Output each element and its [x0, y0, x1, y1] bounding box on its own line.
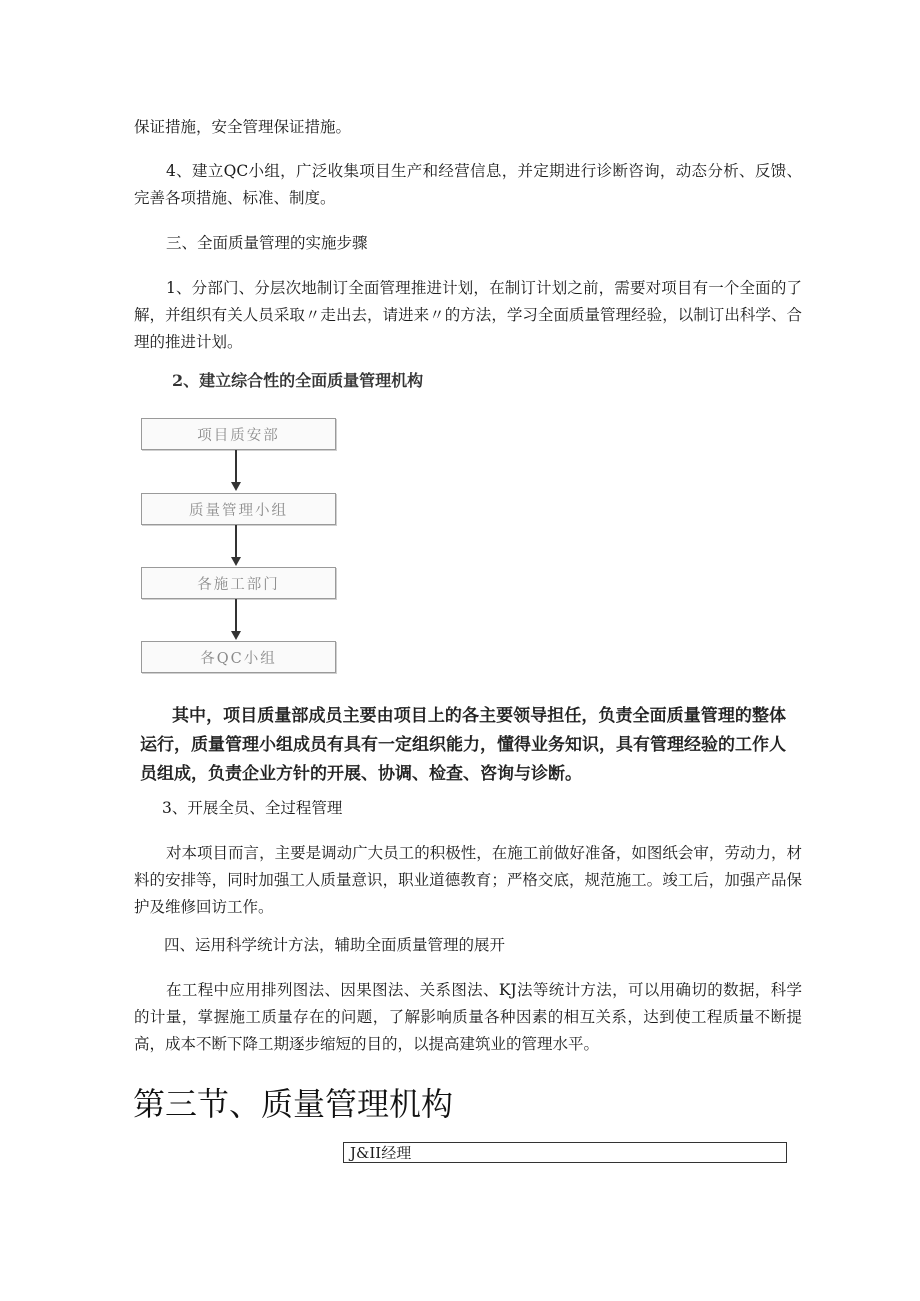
- paragraph-qc-group: 4、建立QC小组，广泛收集项目生产和经营信息，并定期进行诊断咨询，动态分析、反馈、完善各项措施、标准、制度。: [134, 162, 802, 207]
- heading-statistics: 四、运用科学统计方法，辅助全面质量管理的展开: [164, 936, 506, 954]
- flow-box-construction-depts: 各施工部门: [141, 567, 336, 599]
- flow-box-quality-dept: 项目质安部: [141, 418, 336, 450]
- arrow-down-icon: [228, 525, 244, 567]
- heading-org-structure: 2、建立综合性的全面质量管理机构: [172, 371, 424, 390]
- arrow-down-icon: [228, 599, 244, 641]
- flow-box-qc-groups: 各QC小组: [141, 641, 336, 673]
- org-chart-top-box: J&II经理: [343, 1142, 787, 1163]
- flow-box-qm-team: 质量管理小组: [141, 493, 336, 525]
- arrow-down-icon: [228, 450, 244, 492]
- section-title: 第三节、质量管理机构: [133, 1085, 454, 1123]
- heading-implementation-steps: 三、全面质量管理的实施步骤: [166, 234, 368, 252]
- heading-full-process: 3、开展全员、全过程管理: [162, 799, 343, 817]
- paragraph-org-description: 其中，项目质量部成员主要由项目上的各主要领导担任，负责全面质量管理的整体运行，质量管理小组成员有具有一定组织能力，懂得业务知识，具有管理经验的工作人员组成，负责企业方针的开展、协调、检查、咨询与诊断。: [140, 706, 786, 784]
- paragraph-step-1: 1、分部门、分层次地制订全面管理推进计划，在制订计划之前，需要对项目有一个全面的了解，并组织有关人员采取〃走出去，请进来〃的方法，学习全面质量管理经验，以制订出科学、合理的推进计划。: [134, 279, 802, 351]
- paragraph-continuation: 保证措施，安全管理保证措施。: [134, 118, 352, 136]
- paragraph-full-process: 对本项目而言，主要是调动广大员工的积极性，在施工前做好准备，如图纸会审，劳动力，材料的安排等，同时加强工人质量意识，职业道德教育；严格交底，规范施工。竣工后，加强产品保护及维修回访工作。: [134, 844, 802, 916]
- paragraph-statistics: 在工程中应用排列图法、因果图法、关系图法、KJ法等统计方法，可以用确切的数据，科学的计量，掌握施工质量存在的问题，了解影响质量各种因素的相互关系，达到使工程质量不断提高，成本不断下降工期逐步缩短的目的，以提高建筑业的管理水平。: [134, 981, 802, 1053]
